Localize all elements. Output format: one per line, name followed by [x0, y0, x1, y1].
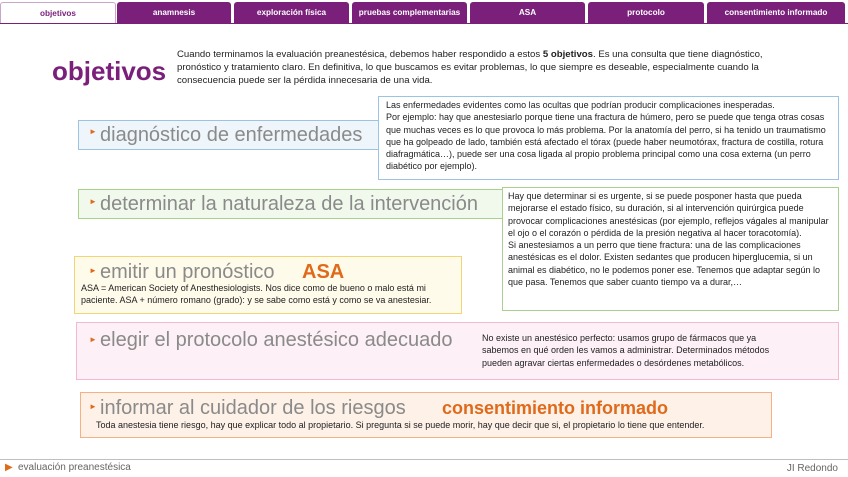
consentimiento-tag[interactable]: consentimiento informado: [442, 398, 669, 418]
inform-note: Toda anestesia tiene riesgo, hay que explicar todo al propietario. Si pregunta si se puede morir, hay que decir que si, el propietario lo tiene que entender.: [96, 420, 705, 430]
tab-bar: [0, 0, 848, 24]
tab-underline: [0, 23, 848, 24]
tab-asa[interactable]: ASA: [470, 2, 585, 23]
intro-text: Cuando terminamos la evaluación preanestésica, debemos haber respondido a estos 5 objetivos. Es una consulta que tiene diagnóstico, pronóstico y tratamiento claro. En definitiva, lo que buscamos es evitar problemas, lo que siempre es deseable, especialmente cuando la consecuencia puede ser la pérdida innecesaria de una vida.: [177, 49, 763, 86]
footer-divider: [0, 459, 848, 460]
bullet-arrow-icon: ►: [89, 402, 97, 411]
footer-author: JI Redondo: [786, 463, 838, 474]
objective-diagnosis-heading: diagnóstico de enfermedades: [100, 124, 363, 146]
bullet-arrow-icon: ►: [89, 266, 97, 275]
page-title: objetivos: [52, 56, 167, 86]
tab-anamnesis[interactable]: anamnesis: [117, 2, 231, 23]
objective-prognosis-heading: emitir un pronóstico: [100, 261, 275, 283]
bullet-arrow-icon: ►: [89, 197, 97, 206]
protocol-note: No existe un anestésico perfecto: usamos grupo de fármacos que ya sabemos en qué orden les vamos a administrar. Determinados métodos pueden agravar ciertas enfermedades o desórdenes metabólicos.: [482, 333, 770, 368]
tab-protocolo[interactable]: protocolo: [588, 2, 704, 23]
tab-pruebas-complementarias[interactable]: pruebas complementarias: [352, 2, 467, 23]
bullet-arrow-icon: ►: [89, 335, 97, 344]
objective-protocol-heading: elegir el protocolo anestésico adecuado: [100, 329, 453, 351]
bullet-arrow-icon: ►: [89, 127, 97, 136]
nature-note: Hay que determinar si es urgente, si se puede posponer hasta que pueda mejorarse el estado físico, su duración, si al intervención quirúrgica puede provocar complicaciones anestésicas (por ejemplo, reflejos vágales al manipular el ojo o el corazón o pérdida de la presión negativa al hacer toracotomía). Si anestesiamos a un perro que tiene fractura: una de las complicaciones anestésicas es el dolor. Existen sedantes que producen hiperglucemia, si un animal es diabético, no le podemos poner ese. Tenemos que adaptar según lo que pasa. Tenemos que saber cuanto tiempo va a durar,…: [508, 191, 829, 288]
prognosis-note: ASA = American Society of Anesthesiologists. Nos dice como de bueno o malo está mi paciente. ASA + número romano (grado): y se sabe como está y como se va anestesiar.: [81, 283, 432, 306]
tab-exploracion-fisica[interactable]: exploración física: [234, 2, 349, 23]
footer-arrow-icon: ▶: [5, 462, 13, 473]
asa-tag[interactable]: ASA: [302, 261, 345, 283]
objective-nature-heading: determinar la naturaleza de la intervención: [100, 193, 478, 215]
footer-section-label: evaluación preanestésica: [18, 462, 131, 473]
tab-objetivos[interactable]: objetivos: [0, 2, 116, 23]
tab-consentimiento-informado[interactable]: consentimiento informado: [707, 2, 845, 23]
diagnosis-note: Las enfermedades evidentes como las ocultas que podrían producir complicaciones inesperadas. Por ejemplo: hay que anestesiarlo porque tiene una fractura de húmero, pero se puede que tenga otras cosas que muchas veces es lo que provoca lo más problema. Por la anatomía del perro, si ha tenido un traumatismo que ha golpeado de lado, también está afectado el tórax (puede haber neumotórax, fractura de costilla, rotura diafragmática…), puede ser una cosa ligada al propio problema principal como una cosa externa (un perro diabético por ejemplo).: [386, 100, 826, 172]
objective-inform-heading: informar al cuidador de los riesgos: [100, 397, 406, 419]
